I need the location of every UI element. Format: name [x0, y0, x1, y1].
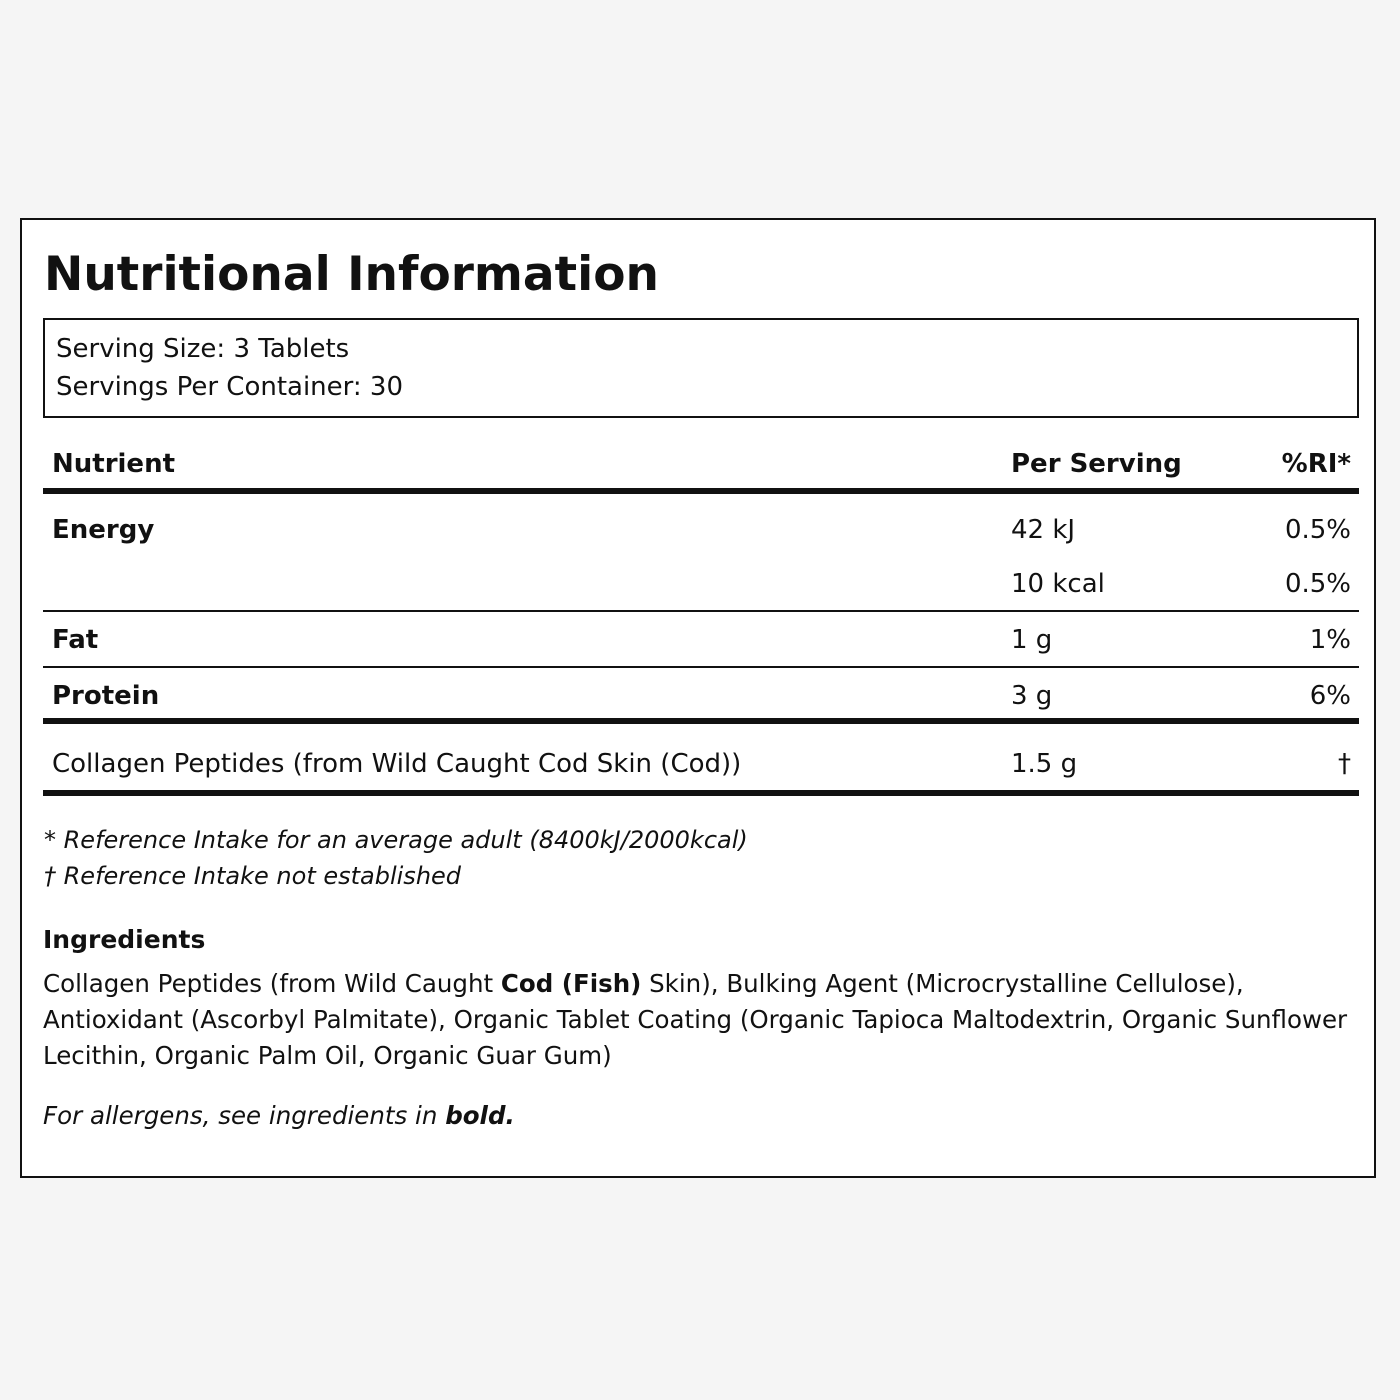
header-per-serving: Per Serving: [1011, 449, 1182, 479]
energy-name: Energy: [52, 515, 155, 545]
ingredients-allergen: Cod (Fish): [500, 969, 642, 998]
energy-kj-ri: 0.5%: [1284, 515, 1351, 545]
label-title: Nutritional Information: [44, 247, 659, 302]
fat-per-serving: 1 g: [1011, 625, 1053, 655]
ingredients-text-before: Collagen Peptides (from Wild Caught: [43, 969, 501, 998]
allergen-note: [43, 1098, 515, 1134]
protein-ri: 6%: [1309, 681, 1351, 711]
energy-kcal: 10 kcal: [1011, 569, 1105, 599]
table-row-fat: [43, 612, 1359, 668]
nutrition-label: [20, 218, 1376, 1178]
footnotes: [44, 822, 748, 894]
table-row-collagen: [43, 724, 1359, 796]
serving-size: Serving Size: 3 Tablets: [56, 334, 350, 364]
protein-per-serving: 3 g: [1011, 681, 1053, 711]
header-nutrient: Nutrient: [52, 449, 176, 479]
allergen-note-prefix: For allergens, see ingredients in: [43, 1101, 446, 1130]
ingredients-text: [43, 966, 1363, 1074]
table-row-protein: [43, 668, 1359, 724]
collagen-ri: †: [1338, 749, 1351, 779]
protein-name: Protein: [52, 681, 160, 711]
allergen-note-bold: bold.: [445, 1101, 515, 1130]
ingredients-heading: Ingredients: [43, 925, 206, 954]
servings-per-container: Servings Per Container: 30: [56, 372, 404, 402]
collagen-name: Collagen Peptides (from Wild Caught Cod Skin (Cod)): [52, 749, 742, 779]
table-row-energy: [43, 494, 1359, 612]
collagen-per-serving: 1.5 g: [1011, 749, 1078, 779]
fat-name: Fat: [52, 625, 99, 655]
ingredients-text-after: Skin), Bulking Agent (Microcrystalline Cellulose), Antioxidant (Ascorbyl Palmitate), Organic Tablet Coating (Organic Tapioca Maltodextrin, Organic Sunflower Lecithin, Organic Palm Oil, Organic Guar Gum): [43, 969, 1348, 1070]
footnote-ri: * Reference Intake for an average adult (8400kJ/2000kcal): [44, 826, 748, 854]
footnote-dagger: † Reference Intake not established: [44, 862, 462, 890]
energy-kcal-ri: 0.5%: [1284, 569, 1351, 599]
header-ri: %RI*: [1281, 449, 1351, 479]
nutrition-table: [43, 438, 1359, 796]
serving-info-box: [43, 318, 1359, 418]
fat-ri: 1%: [1309, 625, 1351, 655]
energy-kj: 42 kJ: [1011, 515, 1076, 545]
table-header-row: [43, 438, 1359, 494]
